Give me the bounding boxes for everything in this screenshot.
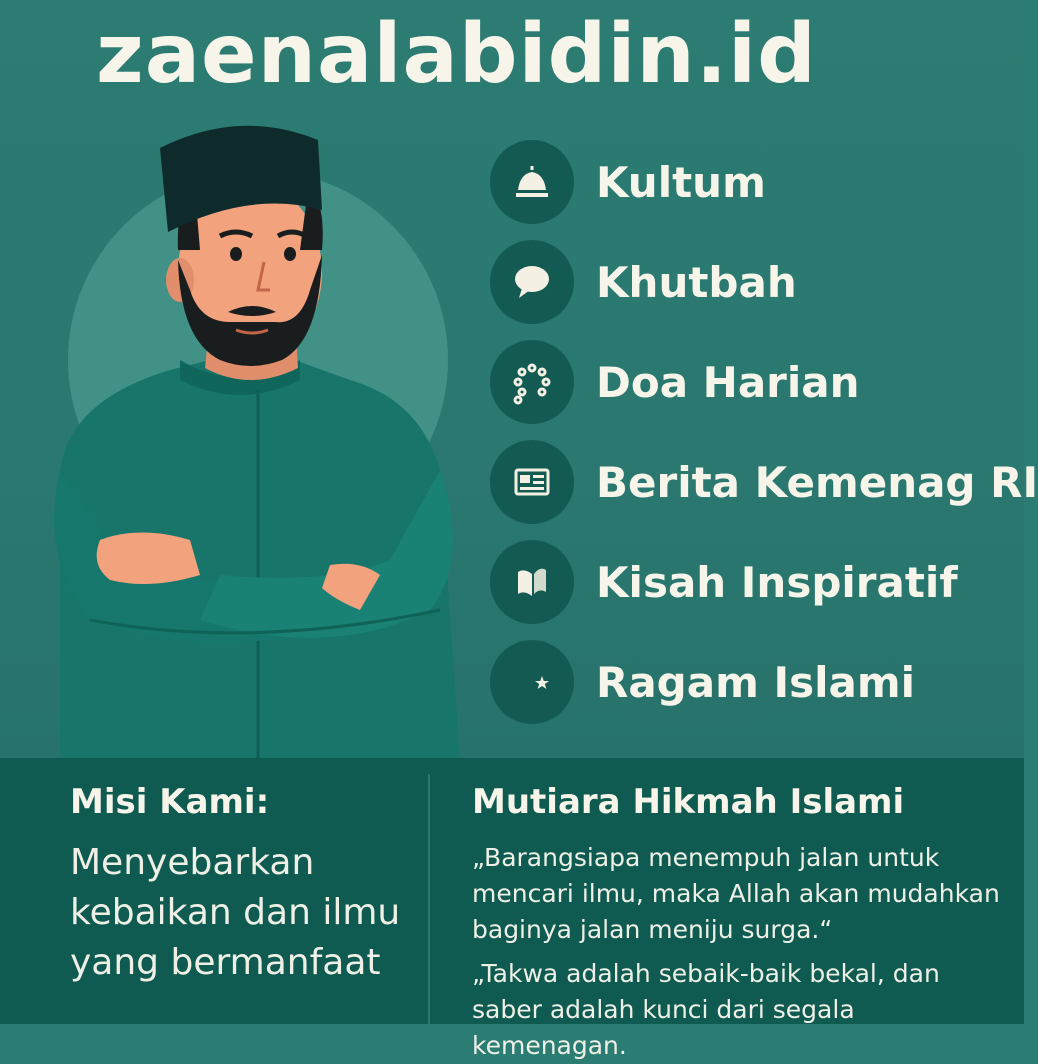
site-title[interactable]: zaenalabidin.id (96, 7, 817, 102)
crescent-star-icon (490, 640, 574, 724)
man-illustration (0, 110, 470, 760)
menu-label-kultum: Kultum (596, 157, 766, 207)
wisdom-quote: „Barangsiapa menempuh jalan untuk mencari ilmu, maka Allah akan mudahkan baginya jalan meniju surga.“ (472, 843, 1000, 944)
menu-label-berita-kemenag: Berita Kemenag RI (596, 457, 1038, 507)
menu-item-kisah-inspiratif[interactable] (490, 540, 1024, 624)
menu-label-doa-harian: Doa Harian (596, 357, 860, 407)
wisdom-quote: „Takwa adalah sebaik-baik bekal, dan saber adalah kunci dari segala kemenagan. (472, 959, 940, 1060)
menu-label-kisah-inspiratif: Kisah Inspiratif (596, 557, 958, 607)
menu-item-berita-kemenag[interactable] (490, 440, 1038, 524)
mission-text: Menyebarkan kebaikan dan ilmu yang bermanfaat (70, 842, 401, 983)
menu-label-khutbah: Khutbah (596, 257, 797, 307)
menu-item-ragam-islami[interactable] (490, 640, 1024, 724)
newspaper-icon (490, 440, 574, 524)
mosque-dome-icon (490, 140, 574, 224)
speech-bubble-icon (490, 240, 574, 324)
menu-item-doa-harian[interactable] (490, 340, 1024, 424)
wisdom-heading: Mutiara Hikmah Islami (472, 782, 905, 822)
menu-item-kultum[interactable] (490, 140, 1024, 224)
open-book-icon (490, 540, 574, 624)
prayer-beads-icon (490, 340, 574, 424)
menu-label-ragam-islami: Ragam Islami (596, 657, 915, 707)
panel-divider (428, 774, 430, 1024)
mission-heading: Misi Kami: (70, 782, 270, 822)
menu-item-khutbah[interactable] (490, 240, 1024, 324)
